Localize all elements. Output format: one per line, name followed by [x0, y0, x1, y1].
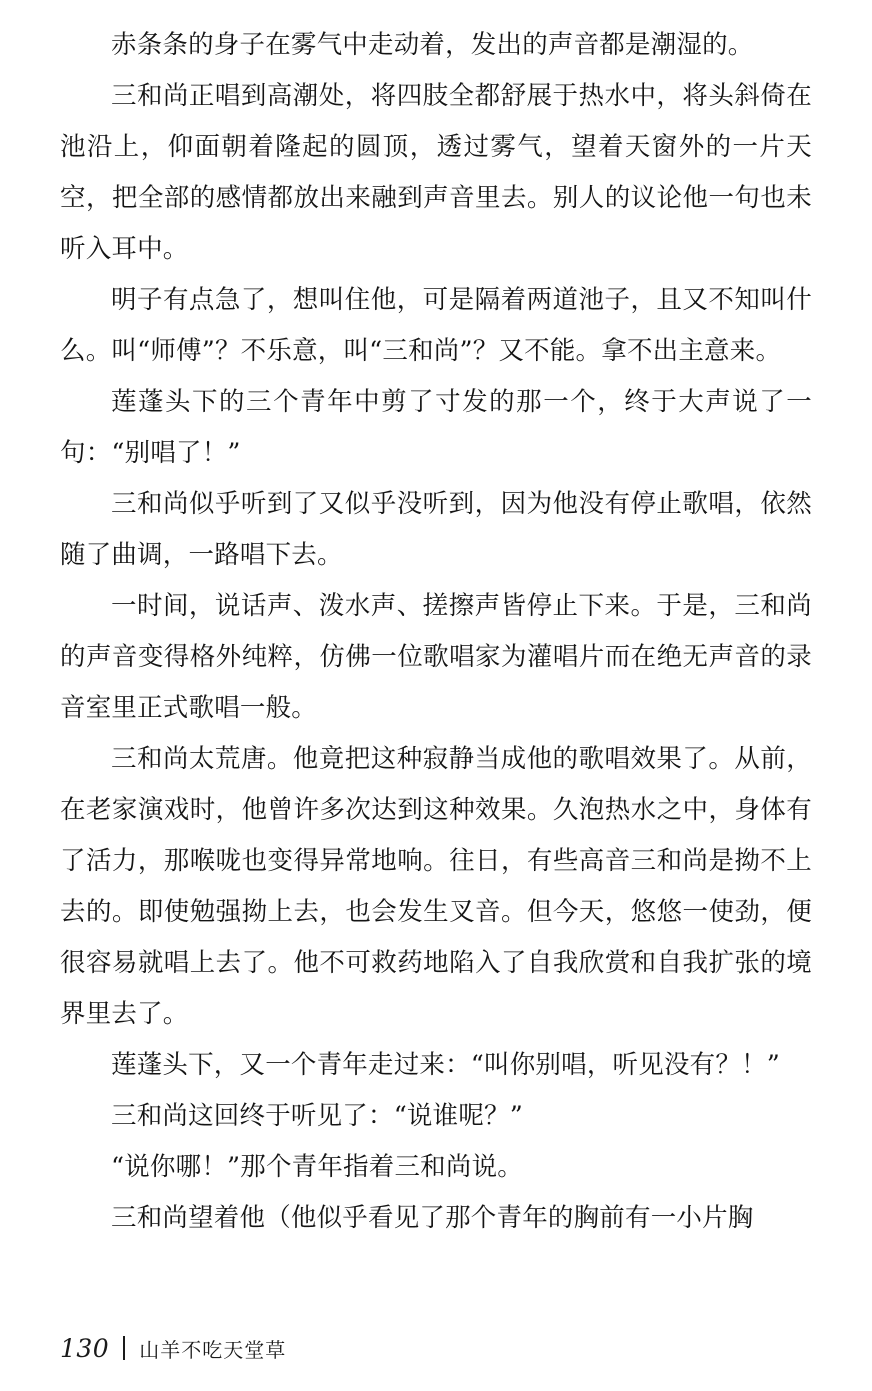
- paragraph: 莲蓬头下的三个青年中剪了寸发的那一个，终于大声说了一句：“别唱了！”: [60, 387, 812, 468]
- page-number: 130: [60, 1334, 110, 1363]
- paragraph: 赤条条的身子在雾气中走动着，发出的声音都是潮湿的。: [111, 30, 754, 60]
- footer-divider: [123, 1336, 125, 1360]
- paragraph: 明子有点急了，想叫住他，可是隔着两道池子，且又不知叫什么。叫“师傅”？不乐意，叫“三和尚”？又不能。拿不出主意来。: [60, 285, 812, 366]
- paragraph: 莲蓬头下，又一个青年走过来：“叫你别唱，听见没有？！”: [111, 1050, 780, 1080]
- paragraph: 三和尚正唱到高潮处，将四肢全都舒展于热水中，将头斜倚在池沿上，仰面朝着隆起的圆顶，透过雾气，望着天窗外的一片天空，把全部的感情都放出来融到声音里去。别人的议论他一句也未听入耳中。: [60, 81, 812, 264]
- page-footer: [60, 1333, 286, 1363]
- paragraph: 三和尚太荒唐。他竟把这种寂静当成他的歌唱效果了。从前，在老家演戏时，他曾许多次达到这种效果。久泡热水之中，身体有了活力，那喉咙也变得异常地响。往日，有些高音三和尚是拗不上去的。即使勉强拗上去，也会发生叉音。但今天，悠悠一使劲，便很容易就唱上去了。他不可救药地陷入了自我欣赏和自我扩张的境界里去了。: [60, 744, 812, 1029]
- paragraph: 三和尚望着他（他似乎看见了那个青年的胸前有一小片胸: [111, 1203, 754, 1233]
- running-title: 山羊不吃天堂草: [139, 1338, 287, 1362]
- paragraph: 三和尚这回终于听见了：“说谁呢？”: [111, 1101, 523, 1131]
- paragraph: “说你哪！”那个青年指着三和尚说。: [111, 1152, 523, 1182]
- paragraph: 一时间，说话声、泼水声、搓擦声皆停止下来。于是，三和尚的声音变得格外纯粹，仿佛一位歌唱家为灌唱片而在绝无声音的录音室里正式歌唱一般。: [60, 591, 812, 723]
- page-body: [60, 20, 812, 1244]
- paragraph: 三和尚似乎听到了又似乎没听到，因为他没有停止歌唱，依然随了曲调，一路唱下去。: [60, 489, 812, 570]
